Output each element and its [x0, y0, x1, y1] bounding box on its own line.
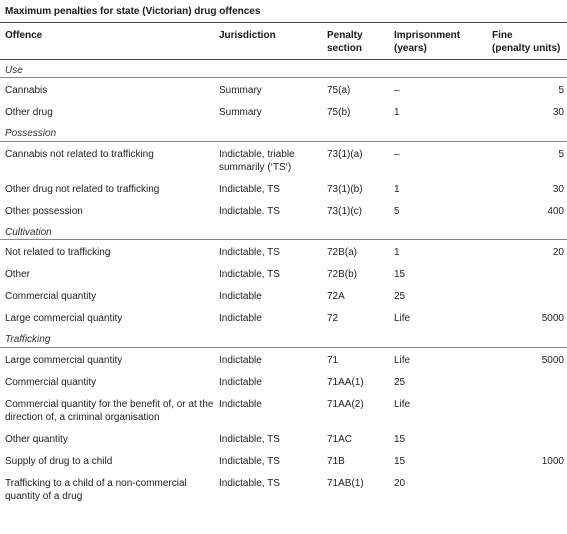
imprisonment-cell: 15: [394, 433, 406, 445]
fine-cell: 20: [552, 247, 564, 258]
penalty-section-cell: 72: [327, 313, 339, 324]
offence-cell: Commercial quantity: [5, 376, 97, 388]
offence-cell: Commercial quantity for the benefit of, or at the direction of, a criminal organisation: [5, 398, 214, 423]
jurisdiction-cell: Indictable: [219, 376, 262, 388]
table-row: [0, 393, 567, 428]
jurisdiction-cell: Summary: [219, 107, 262, 118]
imprisonment-cell: 5: [394, 205, 400, 217]
section-row-cultivation: [0, 222, 567, 240]
penalty-section-cell: 71B: [327, 455, 345, 467]
imprisonment-cell: 25: [394, 291, 406, 302]
fine-cell: [492, 393, 567, 428]
table-row: [0, 200, 567, 222]
jurisdiction-cell: Indictable: [219, 398, 262, 410]
offence-cell: Cannabis: [5, 85, 48, 96]
jurisdiction-cell: Indictable. TS: [219, 205, 280, 217]
table-row: [0, 307, 567, 329]
section-heading: Use: [0, 60, 567, 78]
table-row: [0, 285, 567, 307]
fine-cell: 30: [552, 107, 564, 118]
table-row: [0, 78, 567, 102]
jurisdiction-cell: Indictable: [219, 354, 262, 366]
section-row-possession: [0, 123, 567, 141]
fine-cell: 5000: [541, 313, 564, 324]
table-row: [0, 263, 567, 285]
penalty-section-cell: 71AA(1): [327, 376, 364, 388]
table-title: Maximum penalties for state (Victorian) drug offences: [5, 6, 261, 17]
penalty-section-cell: 75(b): [327, 107, 351, 118]
imprisonment-cell: 1: [394, 247, 400, 258]
table-row: [0, 240, 567, 264]
offence-cell: Other drug not related to trafficking: [5, 183, 160, 195]
offence-cell: Supply of drug to a child: [5, 455, 113, 467]
jurisdiction-cell: Indictable, TS: [219, 247, 280, 258]
penalties-table: [0, 24, 567, 507]
table-body: [0, 60, 567, 507]
offence-cell: Other drug: [5, 107, 53, 118]
offence-cell: Other: [5, 269, 31, 280]
penalty-section-cell: 71: [327, 354, 339, 366]
jurisdiction-cell: Indictable: [219, 313, 262, 324]
fine-cell: [492, 371, 567, 393]
section-heading: Possession: [0, 123, 567, 141]
section-row-use: [0, 60, 567, 78]
section-row-trafficking: [0, 329, 567, 347]
fine-cell: 400: [547, 205, 564, 217]
fine-cell: [492, 285, 567, 307]
imprisonment-cell: –: [394, 148, 400, 160]
table-row: [0, 450, 567, 472]
imprisonment-cell: –: [394, 85, 400, 96]
jurisdiction-cell: Indictable, TS: [219, 183, 280, 195]
penalty-section-cell: 72B(a): [327, 247, 358, 258]
offence-cell: Trafficking to a child of a non-commercial quantity of a drug: [5, 477, 187, 502]
imprisonment-cell: 25: [394, 376, 406, 388]
section-heading: Cultivation: [0, 222, 567, 240]
penalty-section-cell: 73(1)(b): [327, 183, 363, 195]
penalty-section-cell: 73(1)(a): [327, 148, 363, 160]
fine-cell: 1000: [541, 455, 564, 467]
jurisdiction-cell: Indictable, TS: [219, 269, 280, 280]
table-row: [0, 371, 567, 393]
header-row: [0, 24, 567, 60]
section-heading: Trafficking: [0, 329, 567, 347]
header-jurisdiction: Jurisdiction: [219, 24, 327, 60]
table-row: [0, 101, 567, 123]
jurisdiction-cell: Summary: [219, 85, 262, 96]
offence-cell: Large commercial quantity: [5, 313, 123, 324]
offence-cell: Cannabis not related to trafficking: [5, 148, 154, 160]
fine-cell: 5: [558, 85, 564, 96]
fine-cell: [492, 428, 567, 450]
penalty-section-cell: 73(1)(c): [327, 205, 363, 217]
penalty-section-cell: 71AC: [327, 433, 353, 445]
offence-cell: Large commercial quantity: [5, 354, 123, 366]
offence-cell: Commercial quantity: [5, 291, 97, 302]
table-row: [0, 428, 567, 450]
table-row: [0, 141, 567, 178]
imprisonment-cell: 20: [394, 477, 406, 489]
fine-cell: [492, 472, 567, 507]
penalty-section-cell: 71AB(1): [327, 477, 364, 489]
offence-cell: Other quantity: [5, 433, 68, 445]
fine-cell: 5: [558, 148, 564, 160]
offence-cell: Other possession: [5, 205, 83, 217]
penalty-section-cell: 72B(b): [327, 269, 358, 280]
imprisonment-cell: Life: [394, 354, 411, 366]
imprisonment-cell: Life: [394, 313, 411, 324]
fine-cell: [492, 263, 567, 285]
top-rule: [0, 22, 567, 23]
header-imprisonment: Imprisonment (years): [394, 24, 492, 60]
penalty-section-cell: 75(a): [327, 85, 351, 96]
header-penalty-section: Penalty section: [327, 24, 394, 60]
imprisonment-cell: 15: [394, 455, 406, 467]
imprisonment-cell: Life: [394, 398, 411, 410]
penalty-section-cell: 71AA(2): [327, 398, 364, 410]
jurisdiction-cell: Indictable, TS: [219, 477, 280, 489]
offence-cell: Not related to trafficking: [5, 247, 111, 258]
header-fine: Fine (penalty units): [492, 24, 567, 60]
imprisonment-cell: 15: [394, 269, 406, 280]
imprisonment-cell: 1: [394, 183, 400, 195]
jurisdiction-cell: Indictable, TS: [219, 433, 280, 445]
fine-cell: 30: [552, 183, 564, 195]
jurisdiction-cell: Indictable, TS: [219, 455, 280, 467]
penalty-section-cell: 72A: [327, 291, 345, 302]
imprisonment-cell: 1: [394, 107, 400, 118]
fine-cell: 5000: [541, 354, 564, 366]
table-row: [0, 472, 567, 507]
header-offence: Offence: [0, 24, 219, 60]
table-row: [0, 178, 567, 200]
jurisdiction-cell: Indictable, triable summarily (‘TS’): [219, 148, 295, 173]
jurisdiction-cell: Indictable: [219, 291, 262, 302]
table-row: [0, 347, 567, 371]
